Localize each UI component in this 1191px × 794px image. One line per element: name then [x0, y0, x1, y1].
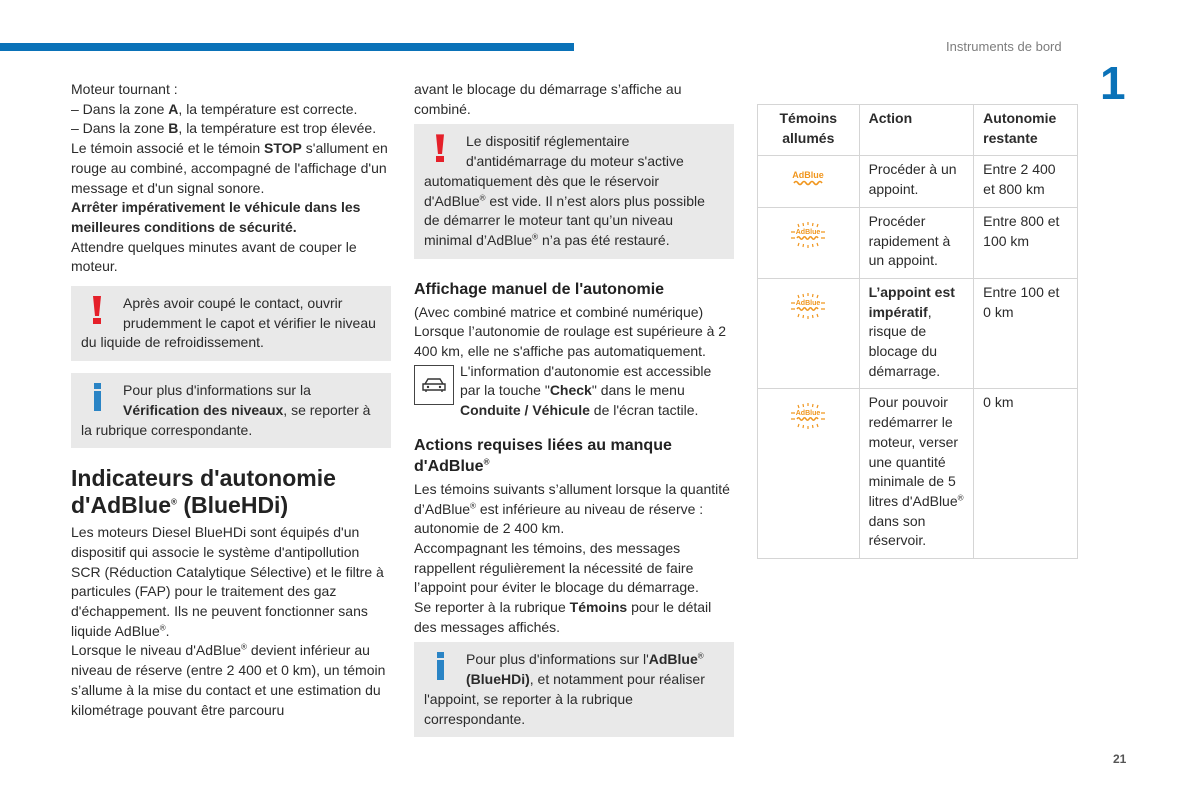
column-middle: [414, 80, 734, 737]
section-heading: Indicateurs d'autonomie d'AdBlue® (BlueHDi): [71, 465, 336, 519]
paragraph: Les témoins suivants s’allument lorsque la quantité d’AdBlue® est inférieure au niveau de réserve : autonomie de 2 400 km.: [414, 480, 730, 537]
table-cell-lamp: [758, 156, 860, 207]
chapter-number: 1: [1100, 57, 1126, 109]
info-icon: [85, 381, 113, 411]
adblue-lamp-label: AdBlue: [796, 410, 821, 418]
warning-icon: [428, 132, 456, 162]
table-cell-action: Procéder rapidement à un appoint.: [859, 207, 974, 278]
adblue-lamp-icon: [788, 168, 828, 190]
table-cell-lamp: [758, 278, 860, 389]
column-left: [71, 80, 391, 720]
subsection-heading: Affichage manuel de l'autonomie: [414, 280, 665, 298]
table-cell-range: Entre 100 et 0 km: [974, 278, 1078, 389]
table-row: [758, 156, 1078, 207]
table-row: [758, 207, 1078, 278]
paragraph: Les moteurs Diesel BlueHDi sont équipés d'un dispositif qui associe le système d'antipollution SCR (Réduction Catalytique Sélective) et le filtre à particules (FAP) pour le traitement des gaz d'échappement. Ils ne peuvent fonctionner sans liquide AdBlue®.: [71, 524, 384, 639]
info-box: Pour plus d'informations sur la Vérification des niveaux, se reporter à la rubrique correspondante.: [71, 373, 391, 448]
table-cell-action: Pour pouvoir redémarrer le moteur, verser une quantité minimale de 5 litres d'AdBlue® dans son réservoir.: [859, 389, 974, 559]
page-number: 21: [1113, 752, 1127, 766]
table-header-row: [758, 105, 1078, 156]
paragraph: Se reporter à la rubrique Témoins pour le détail des messages affichés.: [414, 599, 712, 635]
paragraph: – Dans la zone A, la température est correcte.: [71, 100, 358, 117]
table-cell-range: Entre 800 et 100 km: [974, 207, 1078, 278]
table-header: Témoins allumés: [758, 105, 860, 156]
paragraph: Attendre quelques minutes avant de couper le moteur.: [71, 238, 357, 275]
top-accent-bar: [0, 43, 574, 51]
table-cell-action: L’appoint est impératif, risque de blocage du démarrage.: [859, 278, 974, 389]
table-header: Autonomie restante: [974, 105, 1078, 156]
adblue-lamp-blinking-icon: [788, 220, 828, 250]
section-title: Instruments de bord: [946, 39, 1062, 54]
paragraph: Accompagnant les témoins, des messages rappellent régulièrement la nécessité de faire l’appoint pour éviter le blocage du démarrage.: [414, 539, 699, 596]
table-cell-lamp: [758, 207, 860, 278]
table-row: [758, 389, 1078, 559]
adblue-lamp-label: AdBlue: [796, 299, 821, 307]
table-cell-lamp: [758, 389, 860, 559]
info-box: Pour plus d'informations sur l'AdBlue® (BlueHDi), et notamment pour réaliser l'appoint, se reporter à la rubrique correspondante.: [414, 642, 734, 737]
adblue-lamp-blinking-icon: [788, 401, 828, 431]
paragraph: L'information d'autonomie est accessible par la touche "Check" dans le menu Conduite / Véhicule de l'écran tactile.: [414, 362, 734, 421]
warning-icon: [85, 294, 113, 324]
table-header: Action: [859, 105, 974, 156]
info-icon: [428, 650, 456, 680]
bold-warning-text: Arrêter impérativement le véhicule dans les meilleures conditions de sécurité.: [71, 199, 361, 235]
subsection-heading: Actions requises liées au manque d'AdBlue®: [414, 436, 672, 475]
paragraph: Lorsque l’autonomie de roulage est supérieure à 2 400 km, elle ne s'affiche pas automatiquement.: [414, 323, 727, 360]
car-check-icon: [414, 365, 454, 405]
table-row: [758, 278, 1078, 389]
table-cell-action: Procéder à un appoint.: [859, 156, 974, 207]
paragraph: – Dans la zone B, la température est trop élevée. Le témoin associé et le témoin STOP s'allument en rouge au combiné, accompagné de l'affichage d'un message et d'un signal sonore.: [71, 120, 388, 196]
adblue-lamp-blinking-icon: [788, 291, 828, 321]
paragraph: (Avec combiné matrice et combiné numérique): [414, 303, 704, 320]
paragraph: Moteur tournant :: [71, 81, 178, 97]
adblue-warning-table: [757, 104, 1078, 559]
table-cell-range: 0 km: [974, 389, 1078, 559]
table-cell-range: Entre 2 400 et 800 km: [974, 156, 1078, 207]
paragraph: avant le blocage du démarrage s’affiche au combiné.: [414, 81, 682, 117]
warning-box: Après avoir coupé le contact, ouvrir prudemment le capot et vérifier le niveau du liquide de refroidissement.: [71, 286, 391, 361]
adblue-lamp-label: AdBlue: [796, 228, 821, 236]
warning-box: Le dispositif réglementaire d'antidémarrage du moteur s'active automatiquement dès que le réservoir d'AdBlue® est vide. Il n’est alors plus possible de démarrer le moteur tant qu’un niveau minimal d’AdBlue® n’a pas été restauré.: [414, 124, 734, 258]
adblue-lamp-label: AdBlue: [792, 170, 825, 181]
paragraph: Lorsque le niveau d'AdBlue® devient inférieur au niveau de réserve (entre 2 400 et 0 km), un témoin s’allume à la mise du contact et une estimation du kilométrage pouvant être parcouru: [71, 642, 386, 718]
